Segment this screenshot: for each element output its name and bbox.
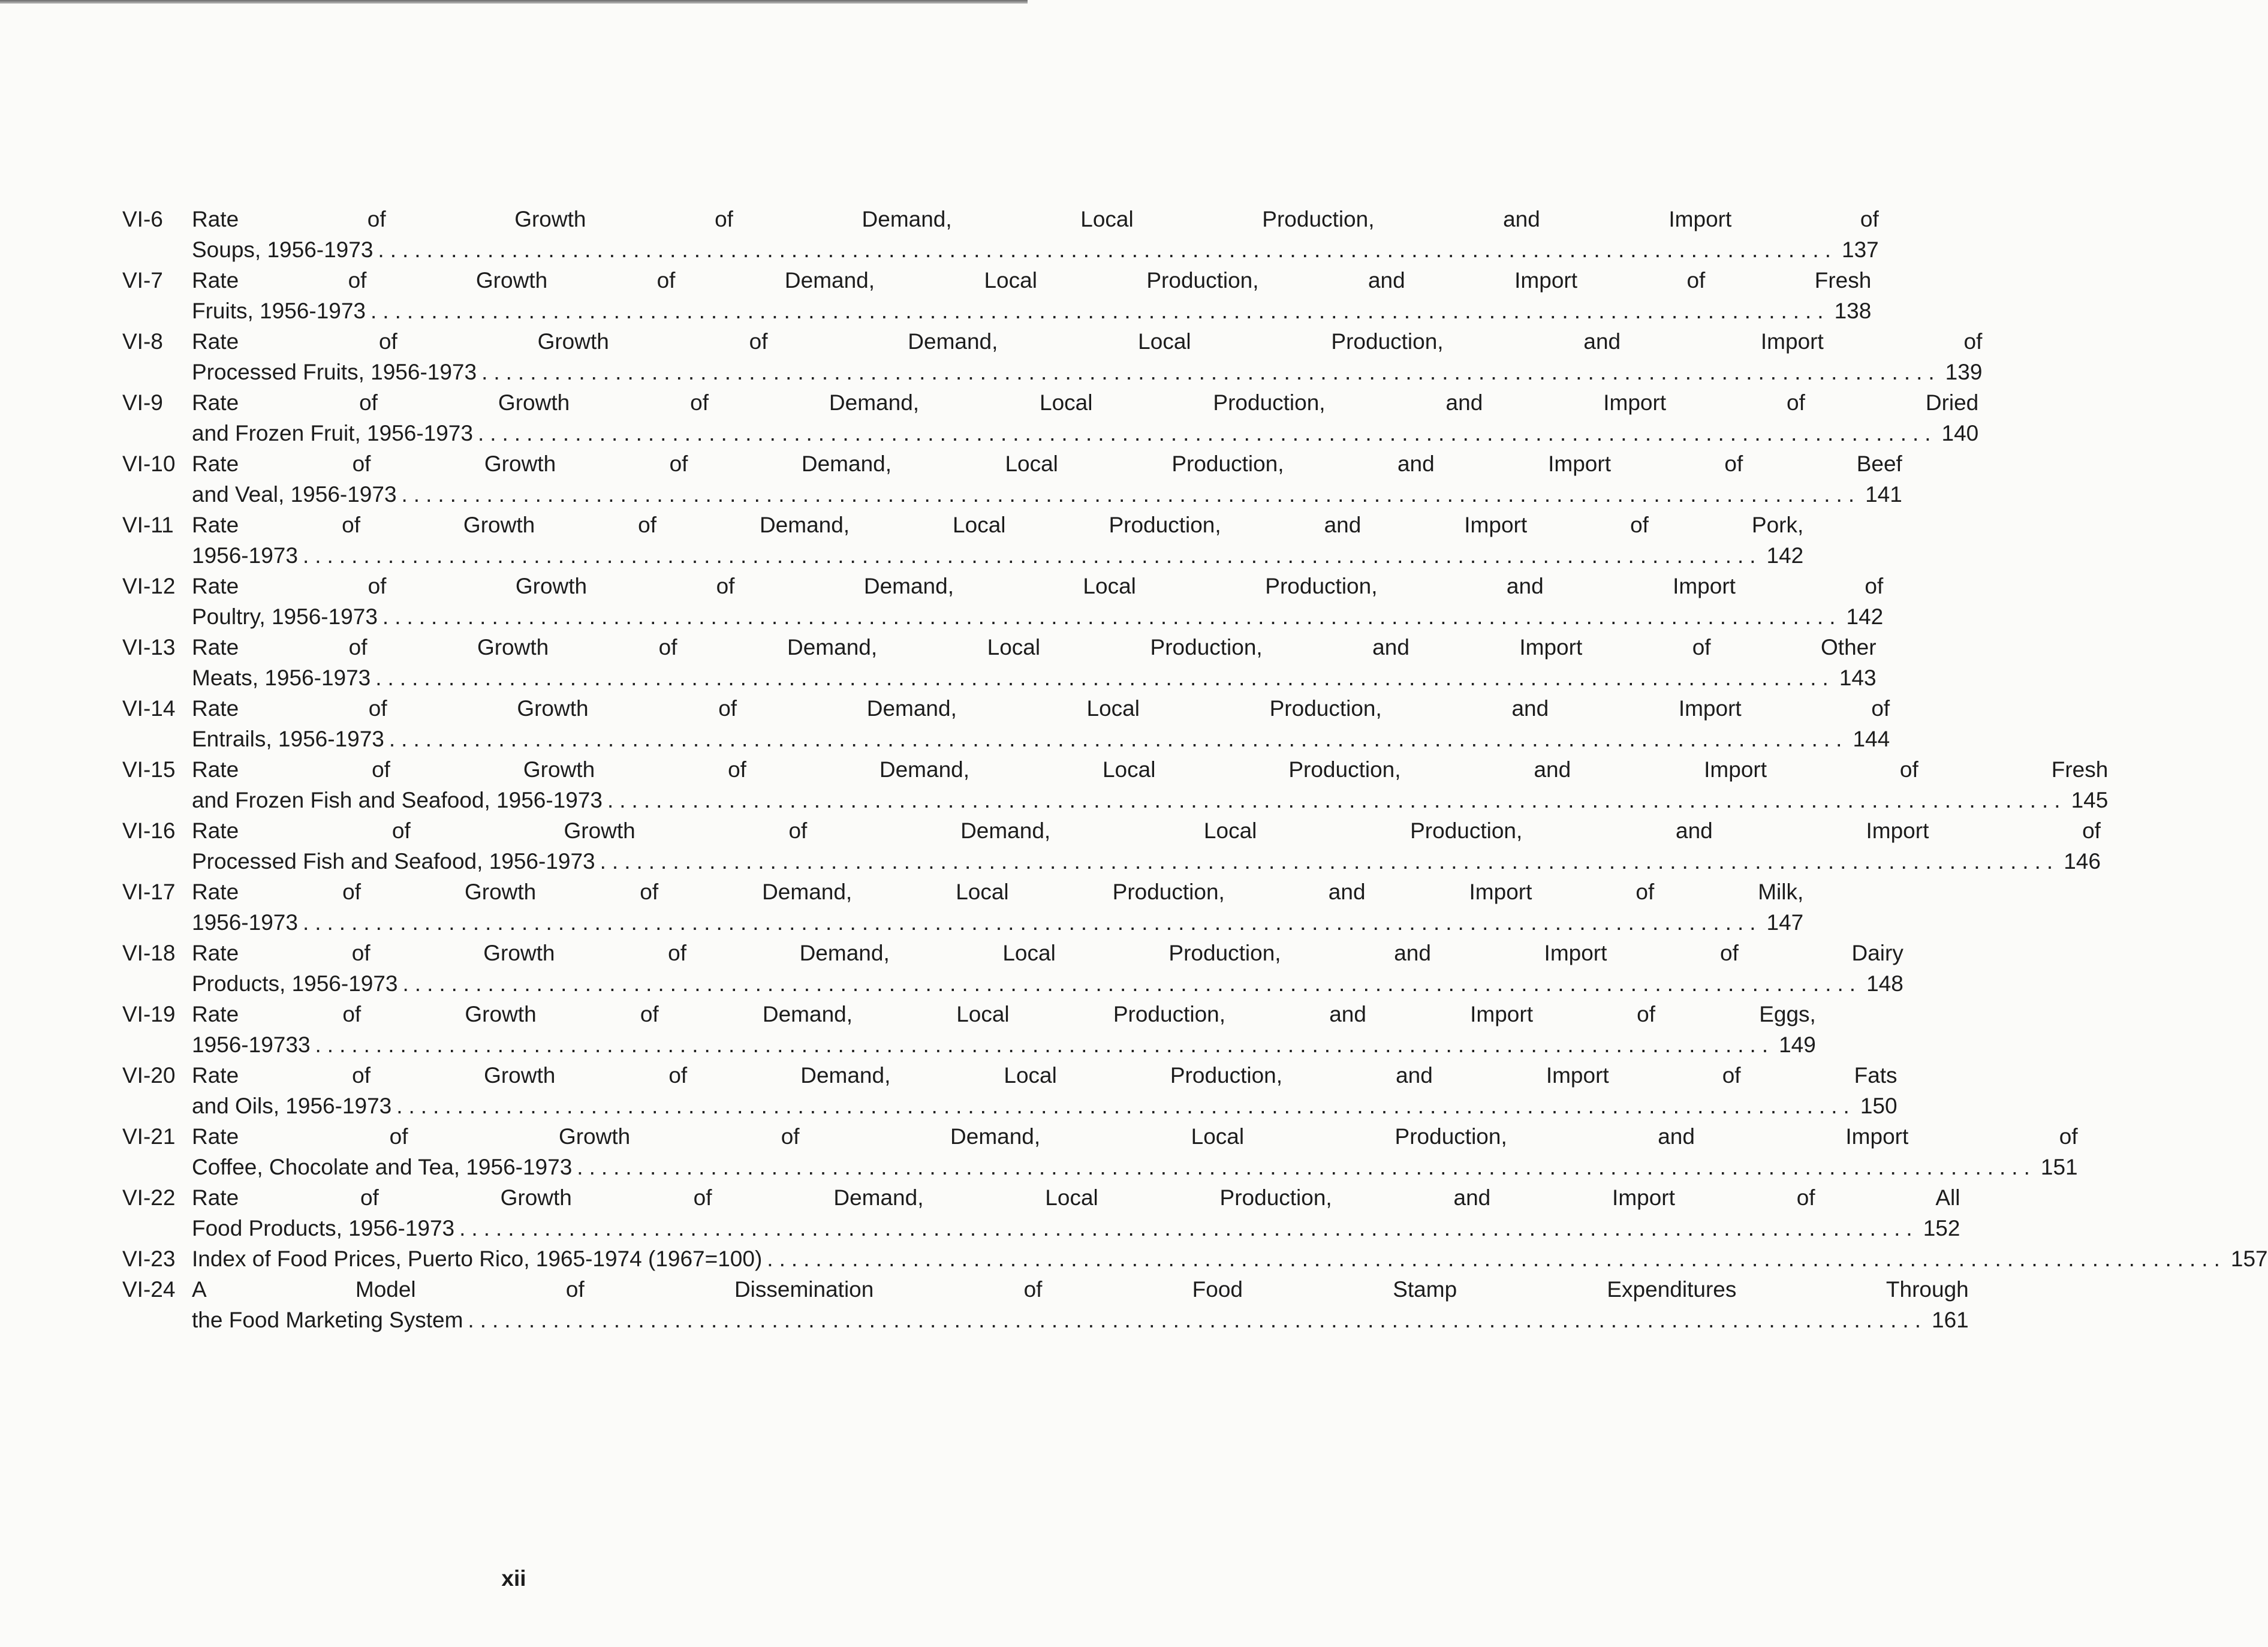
entry-number: VI-14: [122, 696, 176, 721]
entry-title-line1: Rate of Growth of Demand, Local Production, and Import of Fresh: [192, 757, 2109, 782]
entry-title-line2: 1956-1973: [192, 910, 298, 935]
dot-leader: ........................................................................................................................: [481, 360, 1941, 384]
dot-leader: ........................................................................................................................: [371, 299, 1830, 323]
entry-title-line1: Index of Food Prices, Puerto Rico, 1965-1974 (1967=100): [192, 1246, 763, 1271]
entry-number: VI-7: [122, 268, 163, 293]
entry-number: VI-23: [122, 1246, 176, 1271]
dot-leader: ........................................................................................................................: [468, 1308, 1927, 1332]
toc-entry: [122, 448, 1902, 510]
dot-leader: ........................................................................................................................: [378, 237, 1837, 262]
entry-number: VI-6: [122, 207, 163, 231]
entry-title-line2: Meats, 1956-1973: [192, 666, 371, 690]
entry-title-line2: 1956-1973: [192, 543, 298, 568]
entry-title-line1: Rate of Growth of Demand, Local Production, and Import of: [192, 574, 1884, 598]
entry-number: VI-17: [122, 880, 176, 904]
entry-title-line2: and Frozen Fruit, 1956-1973: [192, 421, 473, 445]
entry-title-line2: the Food Marketing System: [192, 1308, 463, 1332]
toc-entry: [122, 571, 1884, 632]
entry-number: VI-9: [122, 390, 163, 415]
entry-page-number: 146: [2064, 849, 2101, 874]
entry-number: VI-11: [122, 513, 174, 537]
entry-number: VI-21: [122, 1124, 176, 1149]
dot-leader: ........................................................................................................................: [600, 849, 2059, 874]
entry-title-line1: Rate of Growth of Demand, Local Production, and Import of All: [192, 1185, 1960, 1210]
entry-page-number: 142: [1846, 604, 1884, 629]
dot-leader: ........................................................................................................................: [375, 666, 1835, 690]
entry-title-line2: Food Products, 1956-1973: [192, 1216, 455, 1240]
toc-entry: [122, 265, 1872, 326]
toc-entry: [122, 1274, 1969, 1335]
entry-title-line1: Rate of Growth of Demand, Local Production, and Import of: [192, 1124, 2078, 1149]
entry-title-line1: Rate of Growth of Demand, Local Production, and Import of Milk,: [192, 880, 1804, 904]
entry-number: VI-15: [122, 757, 176, 782]
entry-title-line2: Fruits, 1956-1973: [192, 299, 366, 323]
entry-number: VI-19: [122, 1002, 176, 1026]
entry-page-number: 139: [1945, 360, 1983, 384]
entry-page-number: 152: [1923, 1216, 1960, 1240]
entry-page-number: 145: [2071, 788, 2109, 812]
dot-leader: ........................................................................................................................: [302, 910, 1762, 935]
dot-leader: ........................................................................................................................: [459, 1216, 1918, 1240]
dot-leader: ........................................................................................................................: [401, 482, 1861, 507]
entry-page-number: 147: [1766, 910, 1804, 935]
toc-entry: [122, 693, 1890, 754]
toc-entry: [122, 510, 1804, 571]
entry-page-number: 157: [2230, 1246, 2268, 1271]
entry-page-number: 138: [1834, 299, 1872, 323]
entry-title-line1: Rate of Growth of Demand, Local Production, and Import of: [192, 696, 1890, 721]
dot-leader: ........................................................................................................................: [302, 543, 1762, 568]
toc-entry: [122, 204, 1879, 265]
entry-number: VI-18: [122, 941, 176, 965]
dot-leader: ........................................................................................................................: [477, 421, 1937, 445]
entry-page-number: 161: [1932, 1308, 1969, 1332]
entry-title-line2: Coffee, Chocolate and Tea, 1956-1973: [192, 1155, 573, 1179]
entry-page-number: 142: [1766, 543, 1804, 568]
entry-title-line1: Rate of Growth of Demand, Local Production, and Import of: [192, 329, 1983, 354]
dot-leader: ........................................................................................................................: [388, 727, 1848, 751]
entry-page-number: 148: [1866, 971, 1903, 996]
entry-title-line1: Rate of Growth of Demand, Local Production, and Import of Other: [192, 635, 1877, 660]
toc-entry: [122, 815, 2101, 877]
entry-title-line2: Entrails, 1956-1973: [192, 727, 384, 751]
toc-entry: [122, 387, 1979, 448]
toc-entry: [122, 1182, 1960, 1243]
entry-number: VI-24: [122, 1277, 176, 1302]
dot-leader: ........................................................................................................................: [382, 604, 1842, 629]
entry-title-line2: Soups, 1956-1973: [192, 237, 374, 262]
entry-number: VI-10: [122, 451, 176, 476]
entry-title-line1: Rate of Growth of Demand, Local Production, and Import of Pork,: [192, 513, 1804, 537]
toc-entry: [122, 754, 2109, 815]
entry-page-number: 151: [2040, 1155, 2078, 1179]
entry-title-line2: Products, 1956-1973: [192, 971, 398, 996]
toc-entry: [122, 1243, 2268, 1274]
entry-page-number: 137: [1842, 237, 1879, 262]
dot-leader: ........................................................................................................................: [767, 1246, 2226, 1271]
entry-title-line2: Processed Fish and Seafood, 1956-1973: [192, 849, 595, 874]
dot-leader: ........................................................................................................................: [402, 971, 1862, 996]
entry-title-line1: Rate of Growth of Demand, Local Production, and Import of Beef: [192, 451, 1902, 476]
entry-title-line1: Rate of Growth of Demand, Local Production, and Import of Dried: [192, 390, 1979, 415]
entry-title-line1: Rate of Growth of Demand, Local Production, and Import of Eggs,: [192, 1002, 1816, 1026]
entry-title-line1: A Model of Dissemination of Food Stamp Expenditures Through: [192, 1277, 1969, 1302]
dot-leader: ........................................................................................................................: [607, 788, 2067, 812]
toc-entry: [122, 1121, 2078, 1182]
entry-title-line2: Poultry, 1956-1973: [192, 604, 378, 629]
entry-title-line2: and Oils, 1956-1973: [192, 1094, 392, 1118]
entry-number: VI-12: [122, 574, 176, 598]
entry-page-number: 143: [1839, 666, 1877, 690]
entry-page-number: 149: [1779, 1032, 1816, 1057]
entry-number: VI-8: [122, 329, 163, 354]
entry-title-line1: Rate of Growth of Demand, Local Production, and Import of Dairy: [192, 941, 1903, 965]
entry-page-number: 141: [1865, 482, 1902, 507]
entry-page-number: 144: [1853, 727, 1890, 751]
list-of-figures: [122, 204, 2268, 1335]
entry-title-line2: and Veal, 1956-1973: [192, 482, 397, 507]
page-number-folio: xii: [501, 1566, 526, 1591]
entry-number: VI-22: [122, 1185, 176, 1210]
entry-title-line2: Processed Fruits, 1956-1973: [192, 360, 477, 384]
toc-entry: [122, 326, 1983, 387]
toc-entry: [122, 877, 1804, 938]
page-top-edge: [0, 0, 1028, 4]
entry-title-line1: Rate of Growth of Demand, Local Production, and Import of Fresh: [192, 268, 1872, 293]
entry-number: VI-20: [122, 1063, 176, 1088]
entry-title-line2: and Frozen Fish and Seafood, 1956-1973: [192, 788, 603, 812]
dot-leader: ........................................................................................................................: [577, 1155, 2036, 1179]
dot-leader: ........................................................................................................................: [315, 1032, 1775, 1057]
entry-number: VI-16: [122, 818, 176, 843]
entry-title-line1: Rate of Growth of Demand, Local Production, and Import of Fats: [192, 1063, 1897, 1088]
entry-title-line1: Rate of Growth of Demand, Local Production, and Import of: [192, 818, 2101, 843]
toc-entry: [122, 1060, 1897, 1121]
toc-entry: [122, 938, 1903, 999]
entry-number: VI-13: [122, 635, 176, 660]
entry-title-line2: 1956-19733: [192, 1032, 311, 1057]
entry-title-line1: Rate of Growth of Demand, Local Production, and Import of: [192, 207, 1879, 231]
entry-page-number: 150: [1860, 1094, 1897, 1118]
toc-entry: [122, 999, 1816, 1060]
entry-page-number: 140: [1941, 421, 1979, 445]
toc-entry: [122, 632, 1877, 693]
dot-leader: ........................................................................................................................: [396, 1094, 1856, 1118]
